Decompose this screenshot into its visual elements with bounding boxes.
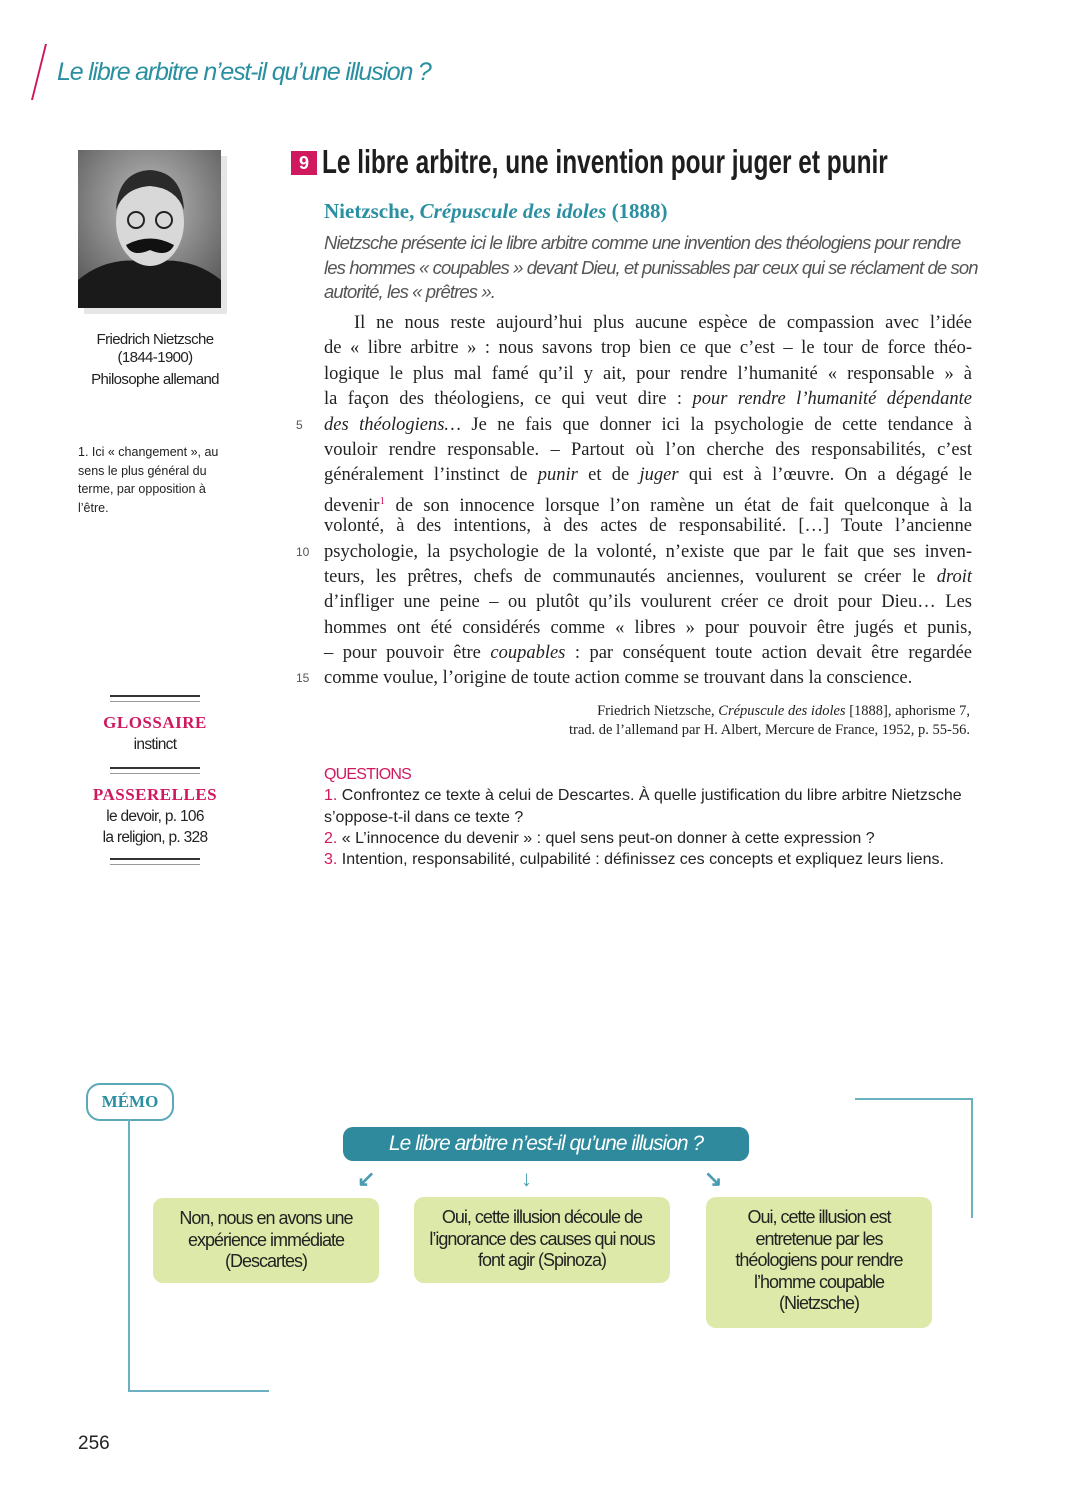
nietzsche-portrait bbox=[78, 150, 221, 308]
question-text: Intention, responsabilité, culpabilité : définissez ces concepts et expliquez leurs liens. bbox=[337, 851, 944, 869]
document-title: Le libre arbitre, une invention pour juger et punir bbox=[322, 143, 888, 180]
text-segment: d’infliger une peine – ou plutôt qu’ils voulurent créer ce droit pour Dieu… Les bbox=[324, 592, 972, 613]
source-citation bbox=[420, 702, 970, 739]
excerpt-line bbox=[296, 666, 972, 691]
author: Nietzsche, bbox=[324, 199, 420, 223]
work-title: Crépuscule des idoles bbox=[419, 199, 607, 223]
excerpt-line bbox=[324, 641, 972, 666]
text-segment: psychologie, la psychologie de la volonté, n’existe que par le fait que ses inven- bbox=[324, 541, 972, 562]
text-segment: teurs, les prêtres, chefs de communautés anciennes, voulurent se créer le bbox=[324, 566, 937, 587]
excerpt-line bbox=[324, 463, 972, 488]
source-translation: trad. de l’allemand par H. Albert, Mercure de France, 1952, p. 55-56. bbox=[568, 721, 970, 738]
emphasis-text: coupables bbox=[490, 643, 566, 664]
questions-section bbox=[324, 764, 984, 870]
question-number: 3. bbox=[324, 851, 338, 869]
running-head: Le libre arbitre n’est-il qu’une illusion ? bbox=[57, 58, 431, 86]
arrow-down-left-icon: ↙ bbox=[357, 1166, 376, 1191]
memo-frame-line bbox=[128, 1119, 130, 1391]
text-segment: Il ne nous reste aujourd’hui plus aucune espèce de compassion avec l’idée bbox=[354, 313, 972, 333]
excerpt-line bbox=[324, 336, 972, 361]
text-segment: qui est à l’œuvre. On a dégagé le bbox=[678, 465, 972, 486]
question-text: Confrontez ce texte à celui de Descartes. À quelle justification du libre arbitre Nietzsche s’oppose-t-il dans ce texte ? bbox=[324, 787, 962, 826]
memo-tag: MÉMO bbox=[86, 1083, 174, 1121]
document-intro: Nietzsche présente ici le libre arbitre comme une invention des théologiens pour rendre les hommes « coupables » devant Dieu, et punissables par ceux qui se réclament de son autorité, les « prêtres ». bbox=[324, 232, 978, 302]
source-work: Crépuscule des idoles bbox=[718, 703, 846, 719]
portrait-caption-role: Philosophe allemand bbox=[91, 371, 219, 388]
question-number: 2. bbox=[324, 829, 338, 847]
memo-answer-descartes: Non, nous en avons une expérience immédiate (Descartes) bbox=[153, 1198, 379, 1283]
text-segment: généralement l’instinct de bbox=[324, 465, 538, 486]
header-slash bbox=[31, 44, 47, 100]
arrow-down-right-icon: ↘ bbox=[704, 1166, 723, 1191]
text-segment: Je ne fais que donner ici la psychologie de cette tendance à bbox=[471, 414, 973, 435]
excerpt-line bbox=[324, 616, 972, 641]
question-item bbox=[324, 849, 984, 870]
excerpt-line bbox=[324, 438, 972, 463]
memo-frame-line bbox=[128, 1390, 269, 1392]
text-segment: hommes ont été considérés comme « libres » pour pouvoir être jugés et punis, bbox=[324, 617, 972, 638]
glossaire-heading: GLOSSAIRE bbox=[103, 713, 207, 732]
excerpt-line bbox=[324, 362, 972, 387]
excerpt-line bbox=[324, 489, 972, 514]
page-number: 256 bbox=[78, 1433, 110, 1454]
divider bbox=[110, 858, 200, 865]
text-segment: devenir bbox=[324, 495, 380, 516]
footnote-ref[interactable]: 1 bbox=[379, 494, 385, 507]
text-segment: : par conséquent toute action devait être regardée bbox=[565, 643, 972, 664]
text-segment: comme voulue, l’origine de toute action comme se trouvant dans la conscience. bbox=[324, 668, 913, 689]
line-number: 5 bbox=[296, 417, 303, 432]
emphasis-text: pour rendre l’humanité dépendante bbox=[692, 389, 973, 410]
portrait-caption-dates: (1844-1900) bbox=[117, 349, 193, 366]
text-segment: volonté, à des intentions, à des actes de responsabilité. […] Toute l’ancienne bbox=[324, 516, 972, 537]
glossaire-link-instinct[interactable]: instinct bbox=[133, 736, 177, 753]
document-number-badge: 9 bbox=[291, 151, 317, 175]
footnote: 1. Ici « changement », au sens le plus général du terme, par opposition à l’être. bbox=[78, 445, 219, 515]
memo-answer-nietzsche: Oui, cette illusion est entretenue par les théologiens pour rendre l’homme coupable (Nietzsche) bbox=[706, 1197, 932, 1328]
emphasis-text: des théologiens… bbox=[324, 414, 472, 435]
emphasis-text: punir bbox=[537, 465, 578, 486]
excerpt-line bbox=[324, 311, 972, 336]
text-segment: – pour pouvoir être bbox=[324, 643, 491, 664]
line-number: 10 bbox=[296, 544, 310, 559]
question-text: « L’innocence du devenir » : quel sens peut-on donner à cette expression ? bbox=[337, 829, 875, 847]
question-item bbox=[324, 785, 984, 828]
line-number: 15 bbox=[296, 671, 310, 686]
arrow-down-icon: ↓ bbox=[521, 1166, 532, 1191]
document-reference bbox=[324, 199, 668, 224]
emphasis-text: juger bbox=[639, 465, 679, 486]
excerpt-text bbox=[296, 311, 973, 692]
divider bbox=[110, 695, 200, 702]
excerpt-line bbox=[324, 514, 972, 539]
text-segment: la façon des théologiens, ce qui veut dire : bbox=[324, 389, 693, 410]
questions-heading: QUESTIONS bbox=[324, 766, 412, 783]
question-item bbox=[324, 828, 984, 849]
excerpt-line bbox=[296, 540, 972, 565]
question-number: 1. bbox=[324, 787, 338, 805]
text-segment: vouloir rendre responsable. – Partout où l’on cherche des responsabilités, c’est bbox=[324, 439, 972, 460]
passerelle-link-devoir[interactable]: le devoir, p. 106 bbox=[106, 808, 204, 825]
passerelles-heading: PASSERELLES bbox=[92, 785, 218, 804]
emphasis-text: droit bbox=[936, 566, 972, 587]
text-segment: de « libre arbitre » : nous savons trop bien ce que c’est – le tour de force théo- bbox=[324, 338, 972, 359]
text-segment: logique le plus mal famé qu’il y ait, pour rendre l’humanité « responsable » à bbox=[324, 363, 972, 384]
memo-question: Le libre arbitre n’est-il qu’une illusion ? bbox=[343, 1127, 749, 1161]
excerpt-line bbox=[296, 413, 973, 438]
memo-answer-spinoza: Oui, cette illusion découle de l’ignorance des causes qui nous font agir (Spinoza) bbox=[414, 1197, 670, 1283]
portrait-caption-name: Friedrich Nietzsche bbox=[96, 331, 214, 348]
source-details: [1888], aphorisme 7, bbox=[845, 703, 970, 719]
excerpt-line bbox=[324, 565, 972, 590]
text-segment: de son innocence lorsque l’on ramène un état de fait quelconque à la bbox=[384, 495, 972, 516]
text-segment: et de bbox=[577, 465, 640, 486]
passerelle-link-religion[interactable]: la religion, p. 328 bbox=[102, 829, 208, 846]
divider bbox=[110, 767, 200, 774]
excerpt-line bbox=[324, 387, 972, 412]
source-author: Friedrich Nietzsche, bbox=[597, 703, 719, 719]
excerpt-line bbox=[324, 590, 972, 615]
year: (1888) bbox=[606, 199, 668, 223]
